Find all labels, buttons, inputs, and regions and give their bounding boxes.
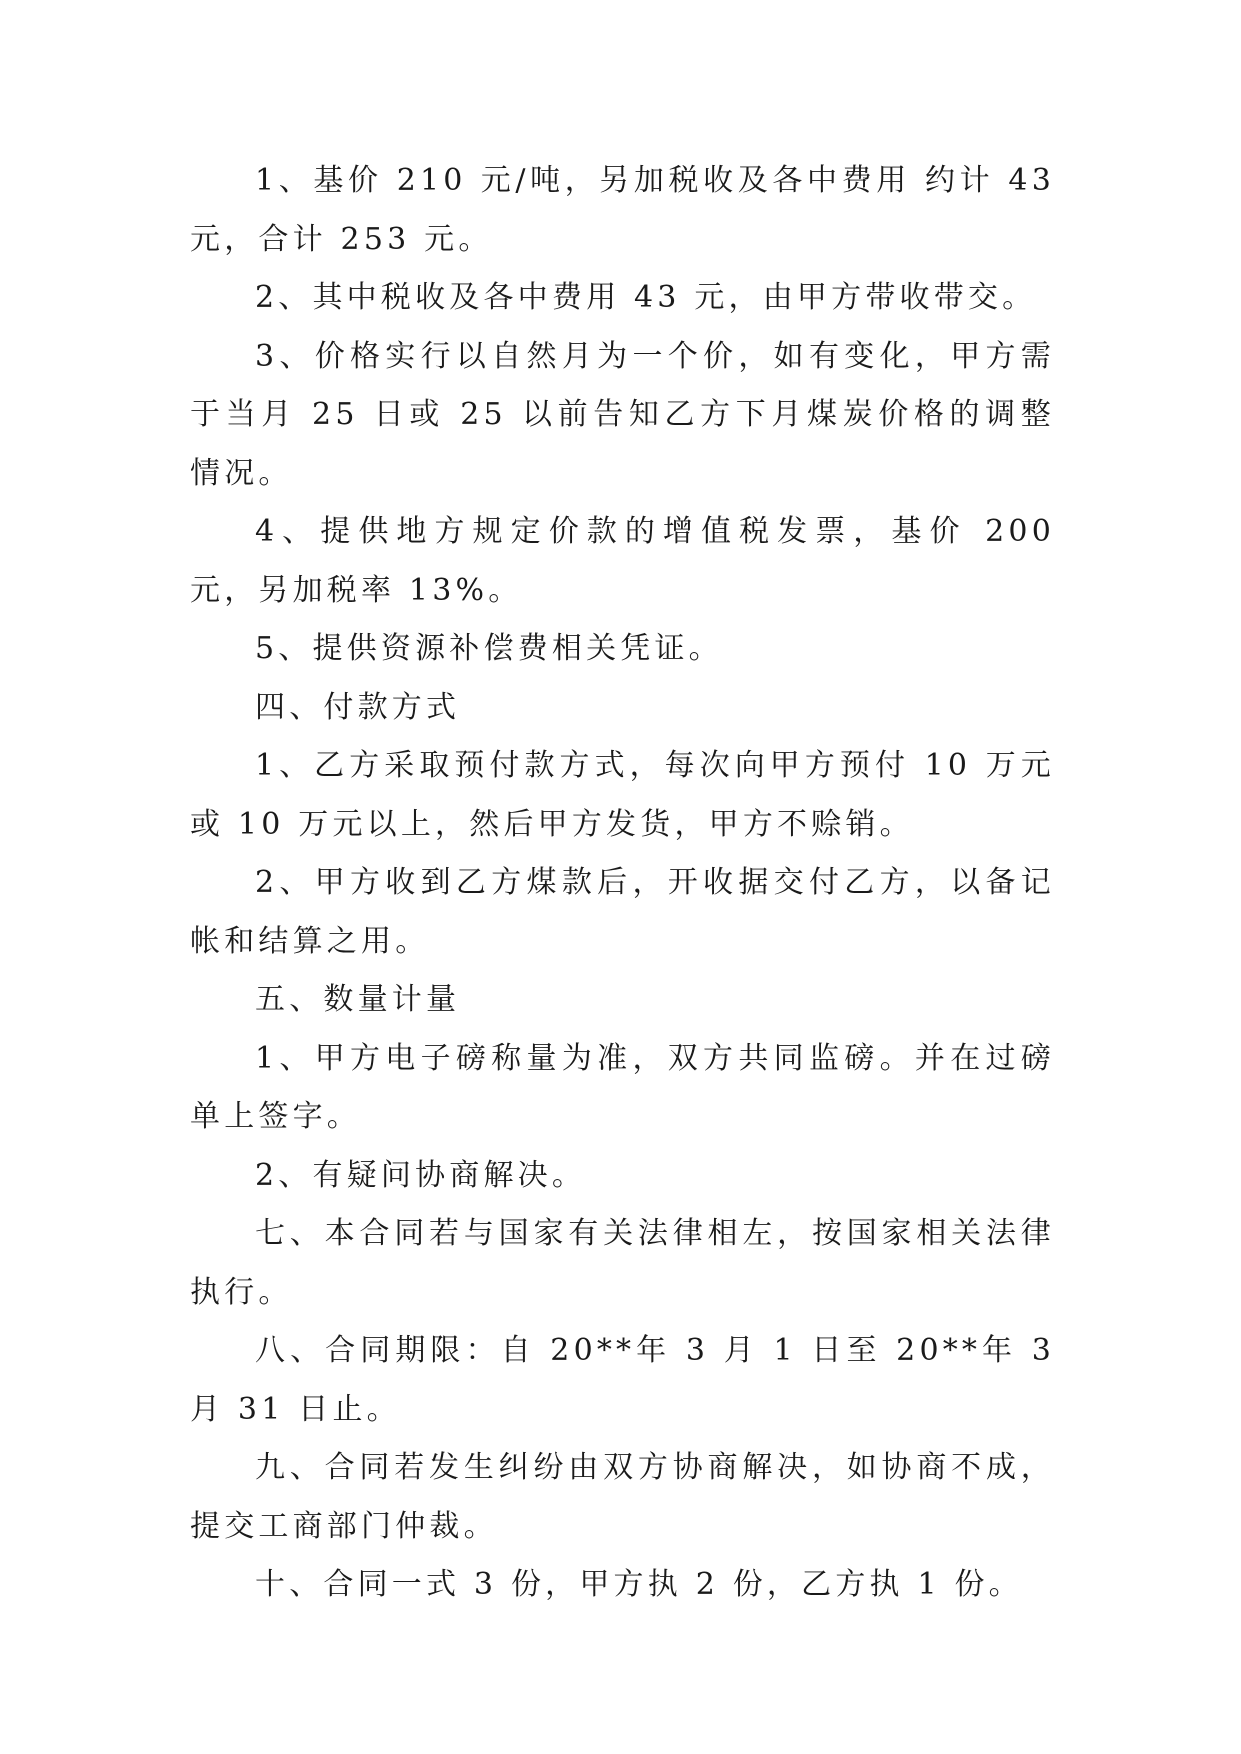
paragraph-dispute-arbitration: 九、合同若发生纠纷由双方协商解决，如协商不成，提交工商部门仲裁。 xyxy=(190,1450,1055,1544)
section-heading-quantity: 五、数量计量 xyxy=(255,982,461,1017)
paragraph-tax-fees: 2、其中税收及各中费用 43 元，由甲方带收带交。 xyxy=(255,280,1037,315)
paragraph-price-base: 1、基价 210 元/吨，另加税收及各中费用 约计 43 元，合计 253 元。 xyxy=(190,163,1055,257)
paragraph-disputes-negotiation: 2、有疑问协商解决。 xyxy=(255,1157,587,1193)
paragraph-receipt: 2、甲方收到乙方煤款后，开收据交付乙方，以备记帐和结算之用。 xyxy=(190,865,1055,959)
section-heading-payment: 四、付款方式 xyxy=(255,689,461,725)
paragraph-contract-term: 八、合同期限：自 20**年 3 月 1 日至 20**年 3 月 31 日止。 xyxy=(190,1333,1055,1427)
paragraph-copies: 十、合同一式 3 份，甲方执 2 份，乙方执 1 份。 xyxy=(255,1567,1023,1602)
paragraph-weighing: 1、甲方电子磅称量为准，双方共同监磅。并在过磅单上签字。 xyxy=(190,1040,1055,1134)
paragraph-prepayment: 1、乙方采取预付款方式，每次向甲方预付 10 万元或 10 万元以上，然后甲方发货，甲方不赊销。 xyxy=(190,748,1055,842)
document-body xyxy=(190,152,1055,1615)
paragraph-vat-invoice: 4、提供地方规定价款的增值税发票，基价 200 元，另加税率 13%。 xyxy=(190,514,1055,608)
paragraph-legal-conflict: 七、本合同若与国家有关法律相左，按国家相关法律执行。 xyxy=(190,1216,1055,1310)
paragraph-price-adjustment: 3、价格实行以自然月为一个价，如有变化，甲方需于当月 25 日或 25 以前告知乙方下月煤炭价格的调整情况。 xyxy=(190,338,1055,491)
paragraph-resource-fee: 5、提供资源补偿费相关凭证。 xyxy=(255,631,723,666)
